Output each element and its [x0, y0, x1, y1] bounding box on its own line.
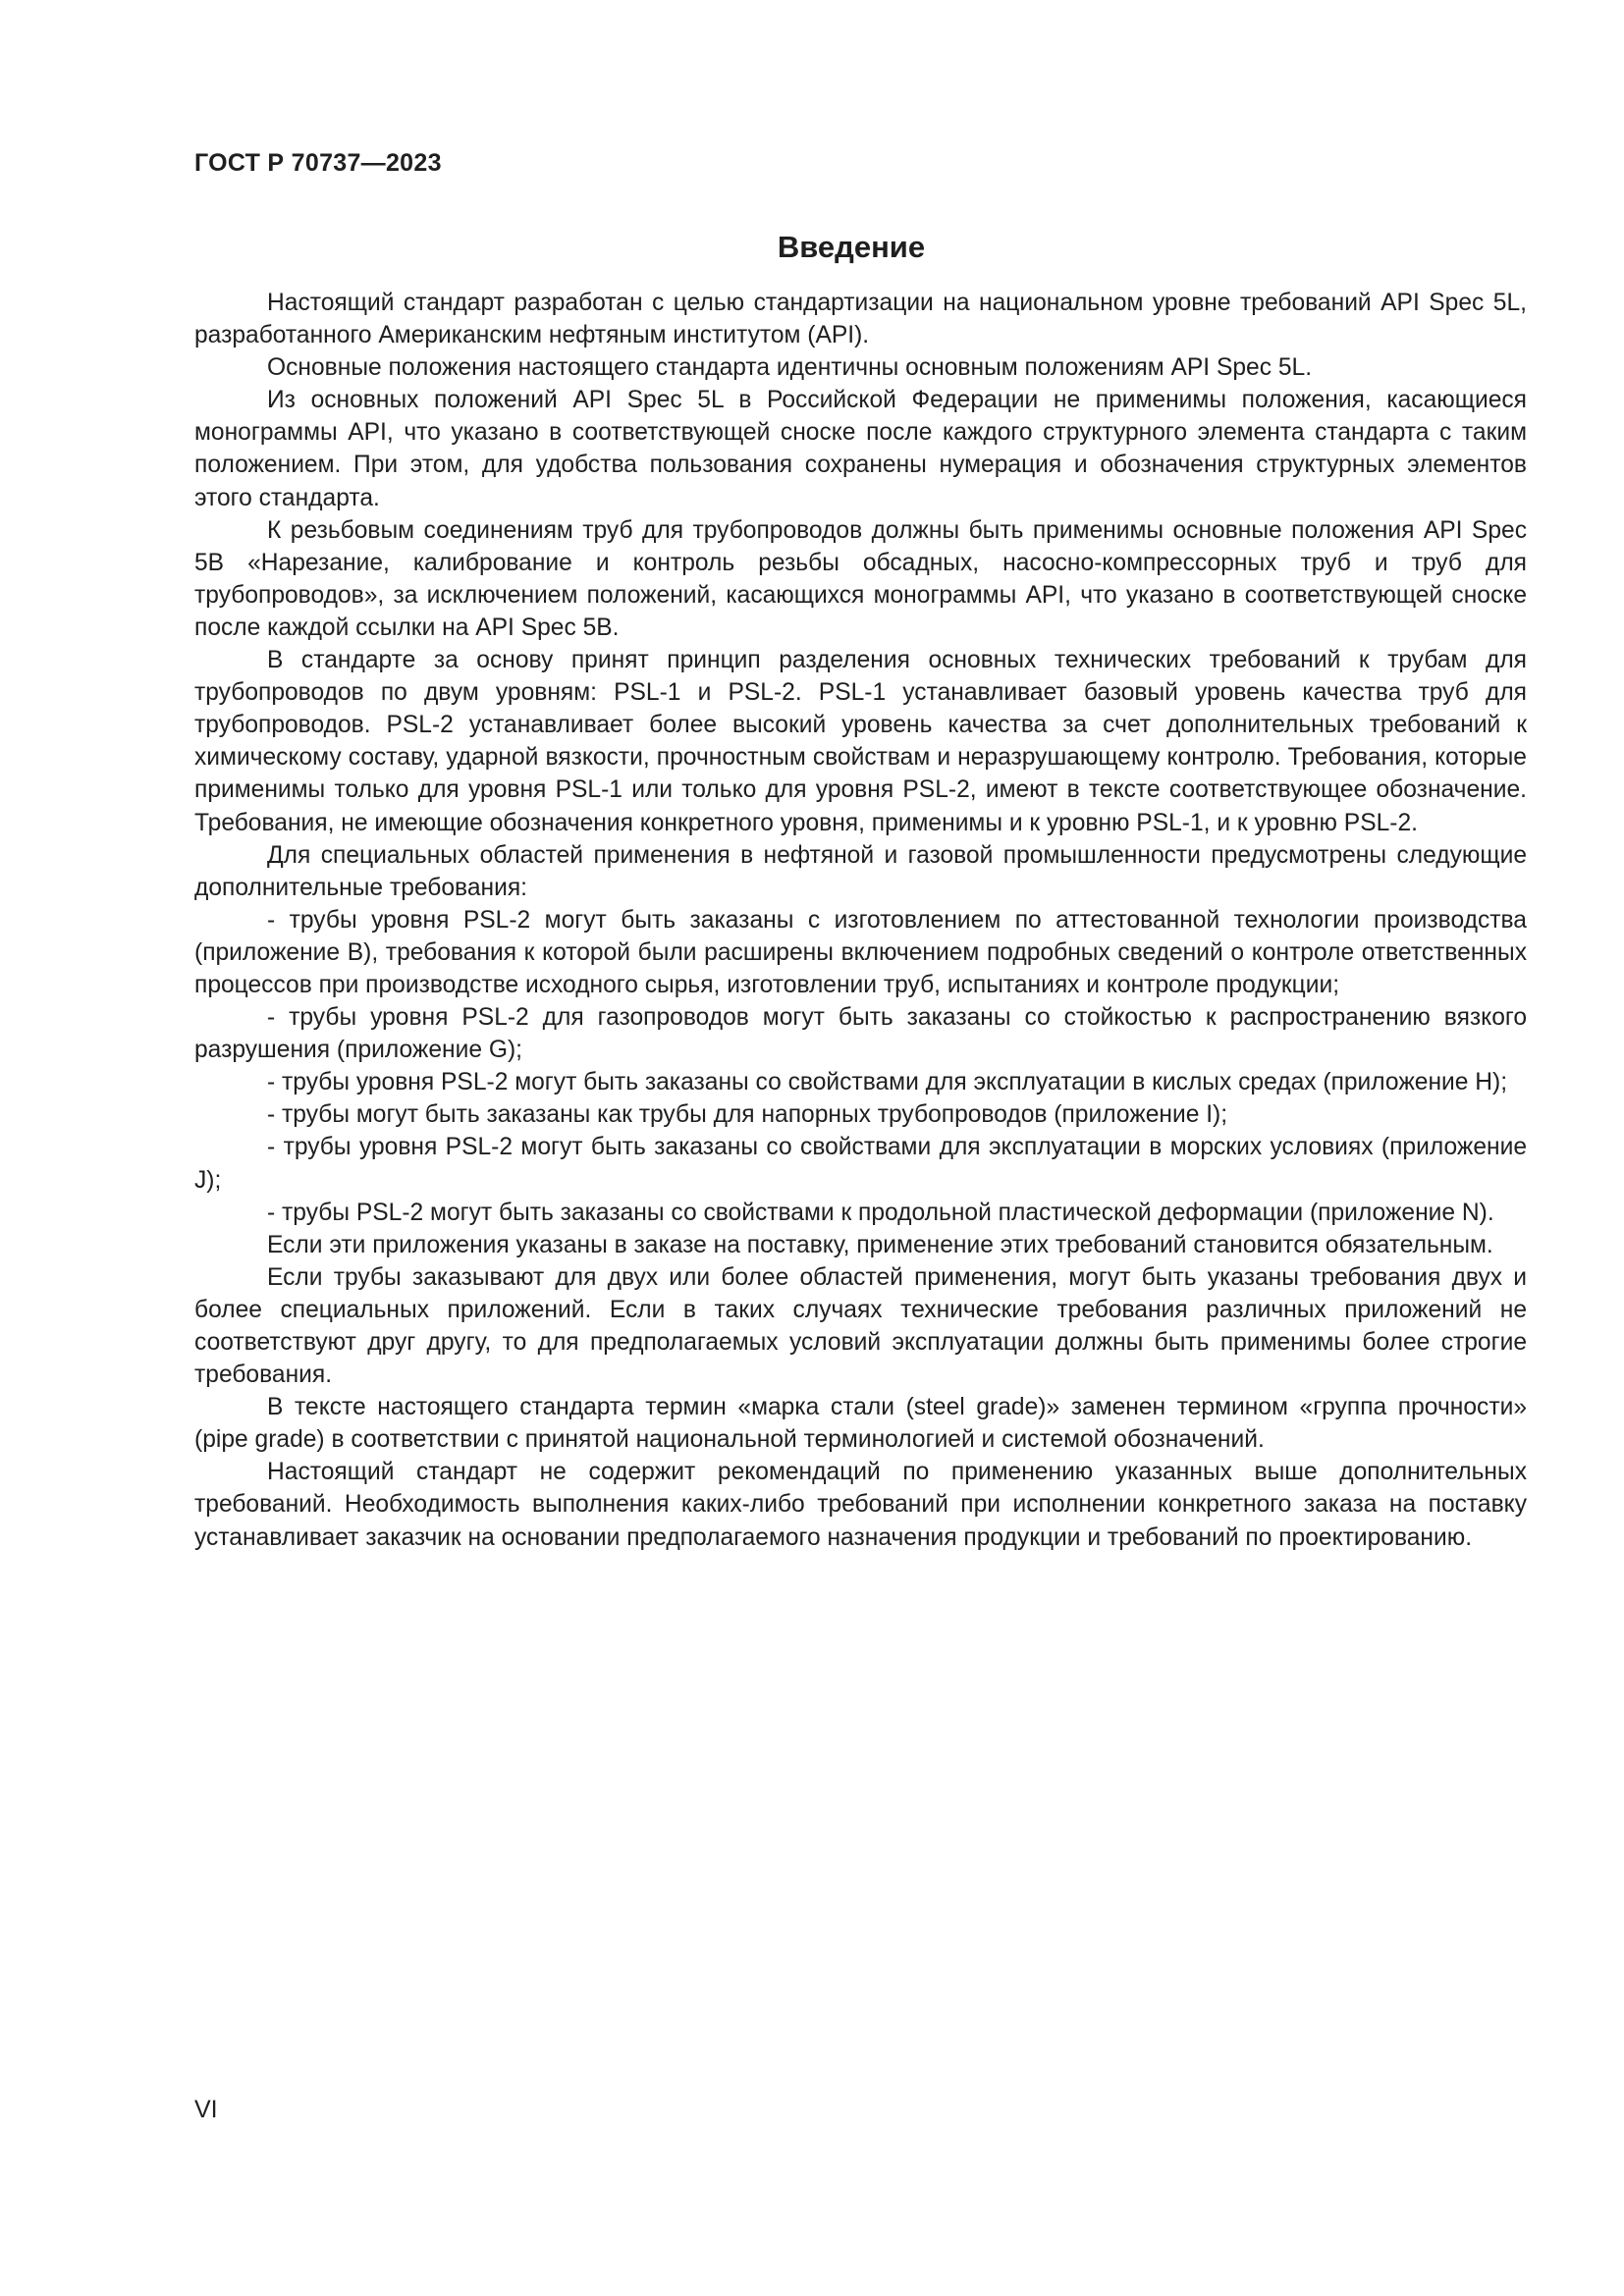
list-item: - трубы уровня PSL-2 могут быть заказаны со свойствами для эксплуатации в кислых средах (приложение H); — [267, 1069, 1508, 1096]
paragraph: Настоящий стандарт разработан с целью стандартизации на национальном уровне требований API Spec 5L, разработанного Американским нефтяным институтом (API). — [194, 290, 1527, 349]
paragraph: Основные положения настоящего стандарта идентичны основным положениям API Spec 5L. — [267, 354, 1313, 382]
page-number: VI — [194, 2096, 218, 2123]
list-item: - трубы могут быть заказаны как трубы для напорных трубопроводов (приложение I); — [267, 1101, 1228, 1129]
paragraph: Если эти приложения указаны в заказе на поставку, применение этих требований становится обязательным. — [267, 1231, 1493, 1258]
paragraph: Для специальных областей применения в нефтяной и газовой промышленности предусмотрены следующие дополнительные требования: — [194, 841, 1527, 901]
paragraph: Если трубы заказывают для двух или более областей применения, могут быть указаны требования двух и более специальных приложений. Если в таких случаях технические требования различных приложений не соответствуют друг другу, то для предполагаемых условий эксплуатации должны быть применимы более строгие требования. — [194, 1263, 1527, 1389]
section-title: Введение — [777, 230, 926, 264]
paragraph: К резьбовым соединениям труб для трубопроводов должны быть применимы основные положения API Spec 5B «Нарезание, калибрование и контроль резьбы обсадных, насосно-компрессорных труб и труб для трубопроводов», за исключением положений, касающихся монограммы API, что указано в соответствующей сноске после каждой ссылки на API Spec 5B. — [194, 516, 1527, 641]
paragraph: Настоящий стандарт не содержит рекомендаций по применению указанных выше дополнительных требований. Необходимость выполнения каких-либо требований при исполнении конкретного заказа на поставку устанавливает заказчик на основании предполагаемого назначения продукции и требований по проектированию. — [194, 1459, 1527, 1551]
paragraph: В тексте настоящего стандарта термин «марка стали (steel grade)» заменен термином «группа прочности» (pipe grade) в соответствии с принятой национальной терминологией и системой обозначений. — [194, 1394, 1527, 1454]
paragraph: Из основных положений API Spec 5L в Российской Федерации не применимы положения, касающиеся монограммы API, что указано в соответствующей сноске после каждого структурного элемента стандарта с таким положением. При этом, для удобства пользования сохранены нумерация и обозначения структурных элементов этого стандарта. — [194, 387, 1527, 511]
document-id: ГОСТ Р 70737—2023 — [194, 149, 442, 177]
list-item: - трубы уровня PSL-2 могут быть заказаны со свойствами для эксплуатации в морских условиях (приложение J); — [194, 1134, 1527, 1194]
list-item: - трубы уровня PSL-2 для газопроводов могут быть заказаны со стойкостью к распространению вязкого разрушения (приложение G); — [194, 1004, 1527, 1064]
list-item: - трубы PSL-2 могут быть заказаны со свойствами к продольной пластической деформации (приложение N). — [267, 1199, 1494, 1226]
body-text — [194, 287, 1527, 1554]
list-item: - трубы уровня PSL-2 могут быть заказаны с изготовлением по аттестованной технологии производства (приложение B), требования к которой были расширены включением подробных сведений о контроле ответственных процессов при производстве исходного сырья, изготовлении труб, испытаниях и контроле продукции; — [194, 906, 1527, 998]
paragraph: В стандарте за основу принят принцип разделения основных технических требований к трубам для трубопроводов по двум уровням: PSL-1 и PSL-2. PSL-1 устанавливает базовый уровень качества труб для трубопроводов. PSL-2 устанавливает более высокий уровень качества за счет дополнительных требований к химическому составу, ударной вязкости, прочностным свойствам и неразрушающему контролю. Требования, которые применимы только для уровня PSL-1 или только для уровня PSL-2, имеют в тексте соответствующее обозначение. Требования, не имеющие обозначения конкретного уровня, применимы и к уровню PSL-1, и к уровню PSL-2. — [194, 647, 1527, 836]
